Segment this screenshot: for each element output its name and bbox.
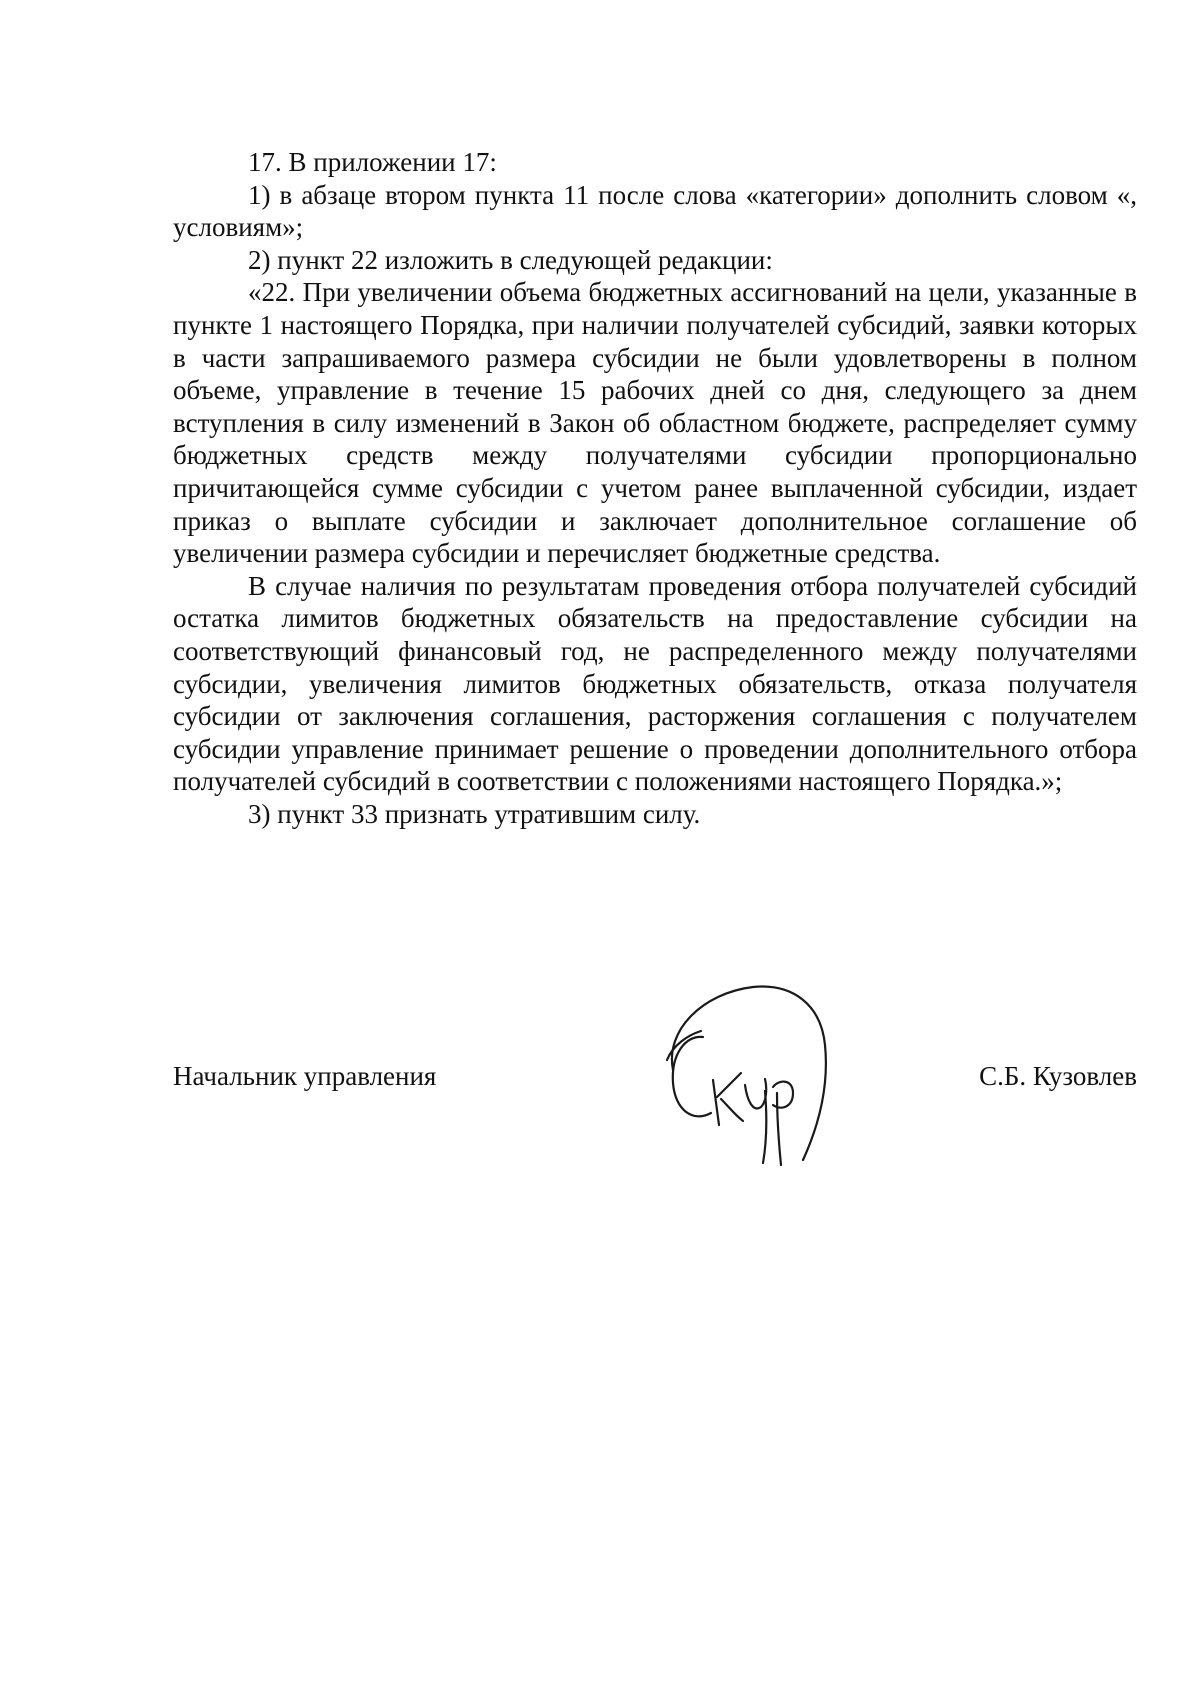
signatory-position: Начальник управления — [173, 1061, 437, 1091]
paragraph-item-17-header: 17. В приложении 17: — [248, 147, 497, 177]
paragraph-new-clause-22: «22. При увеличении объема бюджетных ассигнований на цели, указанные в пункте 1 настоящего Порядка, при наличии получателей субсидий, заявки которых в части запрашиваемого размера субсидии не были удовлетворены в полном объеме, управление в течение 15 рабочих дней со дня, следующего за днем вступления в силу изменений в Закон об областном бюджете, распределяет сумму бюджетных средств между получателями субсидии пропорционально причитающейся сумме субсидии с учетом ранее выплаченной субсидии, издает приказ о выплате субсидии и заключает дополнительное соглашение об увеличении размера субсидии и перечисляет бюджетные средства. — [173, 277, 1137, 569]
paragraph-amendment-2: 2) пункт 22 изложить в следующей редакции: — [248, 244, 773, 275]
handwritten-signature-icon — [643, 975, 853, 1175]
paragraph-amendment-3: 3) пункт 33 признать утратившим силу. — [248, 798, 701, 829]
signatory-name: С.Б. Кузовлев — [979, 1061, 1137, 1091]
paragraph-amendment-1: 1) в абзаце втором пункта 11 после слова «категории» дополнить словом «, условиям»; — [173, 179, 1137, 243]
signature-block — [173, 975, 1137, 1185]
document-body — [173, 146, 1137, 830]
paragraph-additional-selection: В случае наличия по результатам проведения отбора получателей субсидий остатка лимитов бюджетных обязательств на предоставление субсидии на соответствующий финансовый год, не распределенного между получателями субсидии, увеличения лимитов бюджетных обязательств, отказа получателя субсидии от заключения соглашения, расторжения соглашения с получателем субсидии управление принимает решение о проведении дополнительного отбора получателей субсидий в соответствии с положениями настоящего Порядка.»; — [173, 570, 1137, 797]
